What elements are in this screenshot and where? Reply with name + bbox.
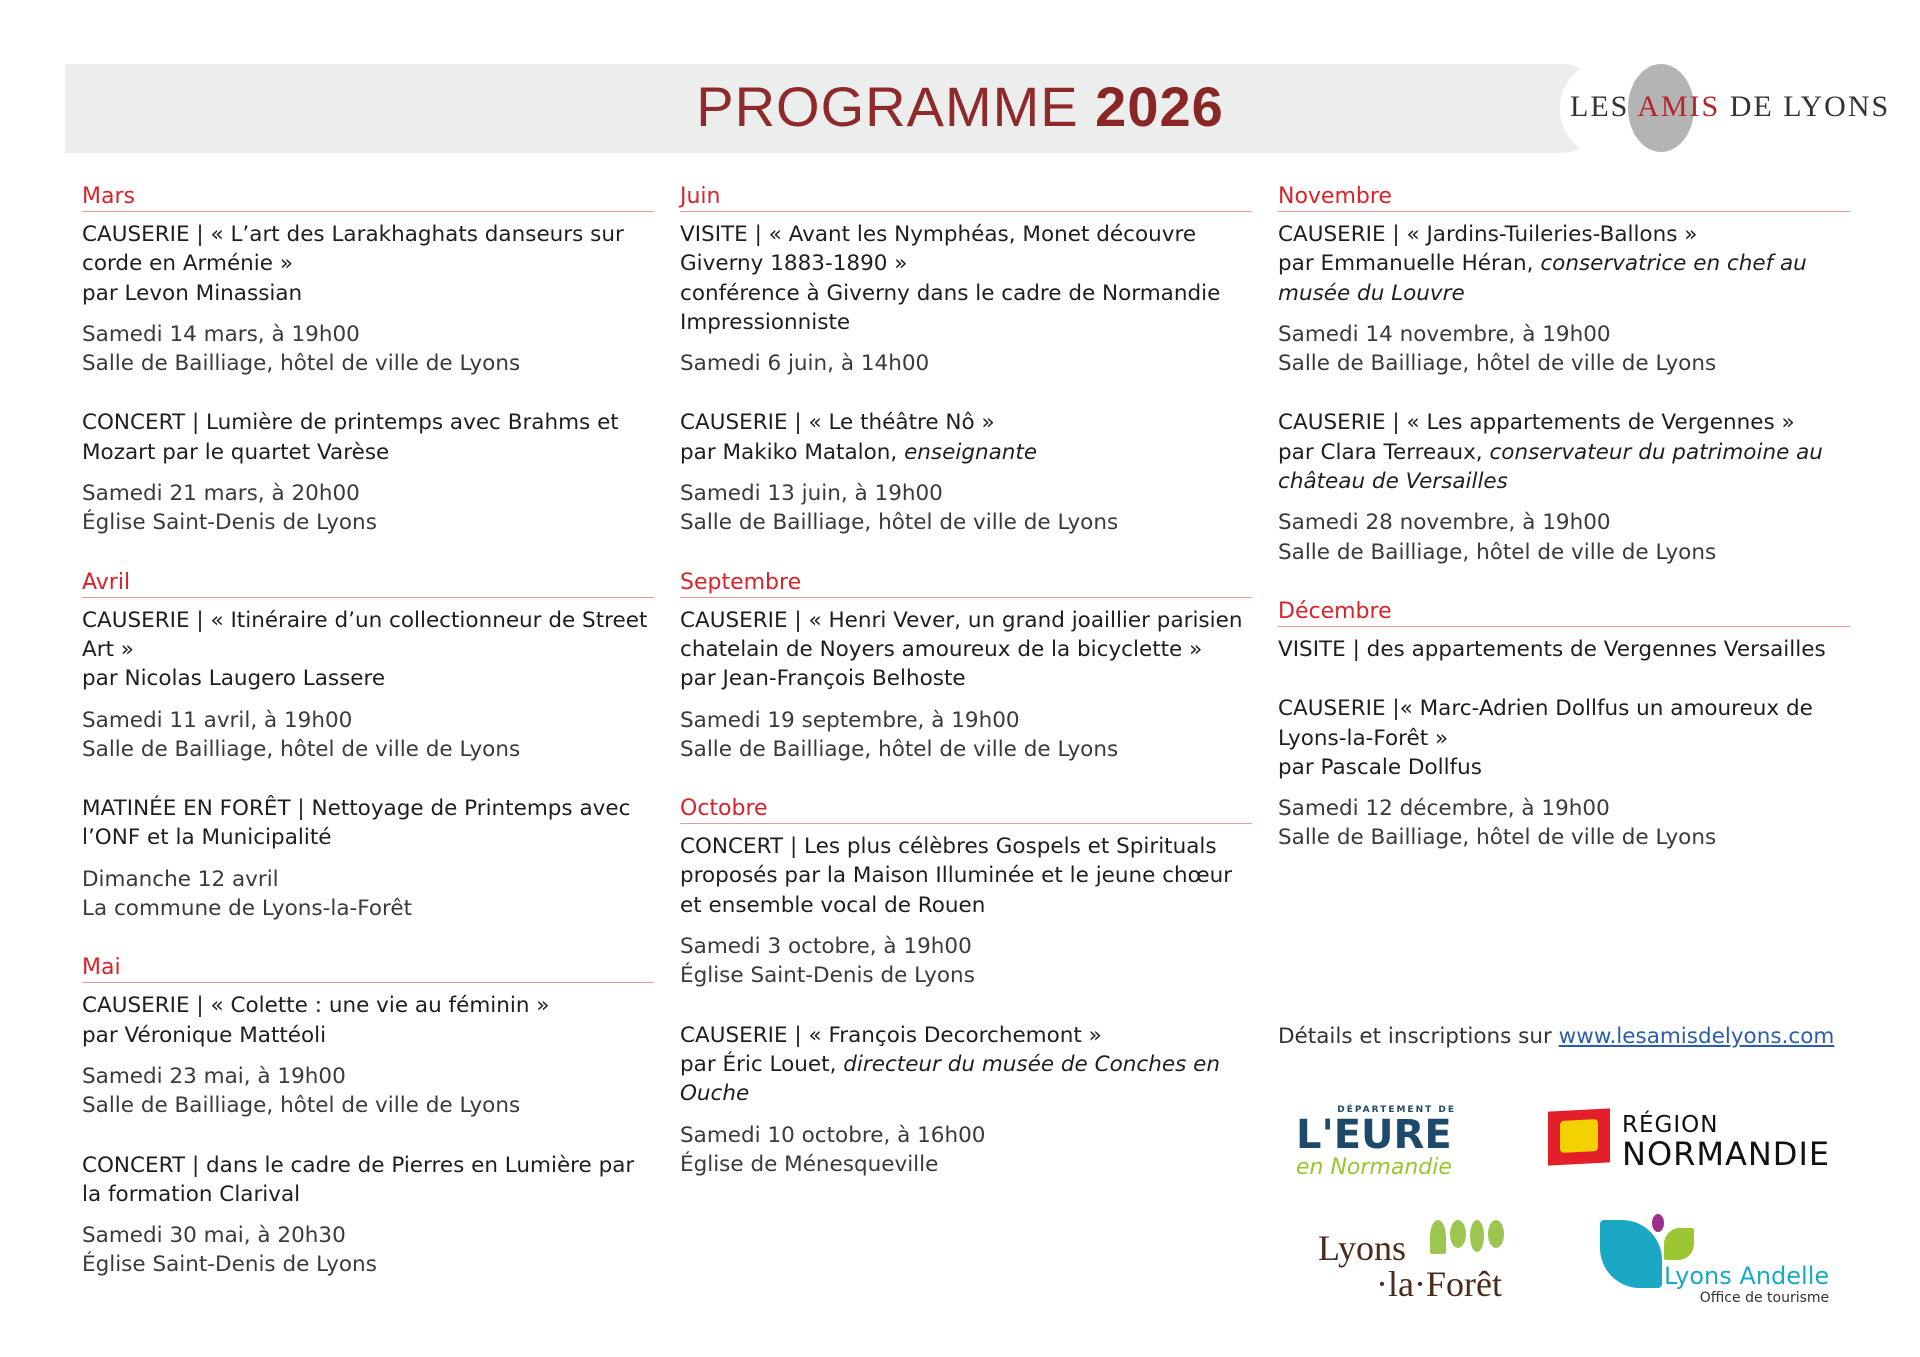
event-item — [82, 606, 654, 764]
trees-icon — [1430, 1220, 1504, 1254]
event-title-text: MATINÉE EN FORÊT | Nettoyage de Printemps avec l’ONF et la Municipalité — [82, 796, 631, 851]
event-date-line: Samedi 10 octobre, à 16h00 — [680, 1122, 986, 1148]
event-date-line: La commune de Lyons-la-Forêt — [82, 896, 413, 922]
normandie-flag-icon — [1548, 1108, 1610, 1165]
event-title-text: CAUSERIE | « Les appartements de Vergennes » — [1278, 410, 1795, 436]
title-word: PROGRAMME — [696, 75, 1079, 138]
event-date-line: Samedi 30 mai, à 20h30 — [82, 1223, 346, 1249]
event-item — [82, 220, 654, 378]
event-date-block — [82, 865, 654, 924]
event-item — [680, 408, 1252, 537]
event-title-line — [680, 1021, 1252, 1050]
normandie-top: RÉGION — [1622, 1112, 1719, 1138]
event-title-text: conférence à Giverny dans le cadre de Normandie Impressionniste — [680, 280, 1221, 335]
event-title-line — [1278, 438, 1850, 497]
event-date-line: Samedi 21 mars, à 20h00 — [82, 481, 360, 507]
event-title-text: VISITE | « Avant les Nymphéas, Monet découvre Giverny 1883-1890 » — [680, 222, 1197, 277]
event-title-line — [82, 279, 654, 308]
column-2 — [680, 182, 1252, 1209]
event-date-block — [680, 349, 1252, 378]
event-item — [680, 220, 1252, 378]
event-date-line: Salle de Bailliage, hôtel de ville de Lyons — [680, 736, 1119, 762]
andelle-b: Office de tourisme — [1699, 1290, 1830, 1306]
event-date-line: Samedi 14 novembre, à 19h00 — [1278, 321, 1611, 347]
event-date-block — [82, 479, 654, 538]
event-item — [82, 1151, 654, 1280]
event-title-text: CAUSERIE | « L’art des Larakhaghats danseurs sur corde en Arménie » — [82, 222, 624, 277]
event-date-line: Église de Ménesqueville — [680, 1151, 939, 1177]
event-date-line: Église Saint-Denis de Lyons — [82, 510, 377, 536]
event-date-block — [82, 1062, 654, 1121]
event-date-block — [1278, 508, 1850, 567]
event-title-text: par Éric Louet, — [680, 1051, 844, 1077]
event-item — [82, 794, 654, 923]
andelle-a: Lyons Andelle — [1664, 1262, 1830, 1290]
event-date-block — [680, 1121, 1252, 1180]
event-title-text: CAUSERIE | « Henri Vever, un grand joaillier parisien chatelain de Noyers amoureux de la bicyclette » — [680, 607, 1243, 662]
andelle-leaf-icon — [1600, 1220, 1662, 1288]
event-date-block — [1278, 320, 1850, 379]
event-title-text: par Levon Minassian — [82, 280, 303, 306]
event-title-line — [1278, 220, 1850, 249]
column-3 — [1278, 182, 1850, 883]
andelle-leaf-green-icon — [1664, 1228, 1694, 1260]
event-date-line: Salle de Bailliage, hôtel de ville de Lyons — [82, 351, 521, 377]
event-date-block — [1278, 794, 1850, 853]
event-date-line: Samedi 3 octobre, à 19h00 — [680, 934, 972, 960]
event-item — [1278, 220, 1850, 378]
event-title-line — [680, 606, 1252, 665]
event-date-line: Samedi 19 septembre, à 19h00 — [680, 707, 1020, 733]
event-speaker-role: directeur du musée de Conches en Ouche — [680, 1051, 1220, 1107]
event-speaker-role: enseignante — [904, 439, 1038, 465]
event-title-text: par Makiko Matalon, — [680, 439, 905, 465]
month-heading: Décembre — [1278, 597, 1850, 627]
details-label: Détails et inscriptions sur — [1278, 1024, 1559, 1049]
event-title-line — [1278, 249, 1850, 308]
event-title-text: par Nicolas Laugero Lassere — [82, 666, 386, 692]
lyons-andelle-logo — [1664, 1262, 1829, 1306]
event-title-text: par Pascale Dollfus — [1278, 754, 1482, 780]
logo-pre: LES — [1570, 90, 1638, 123]
event-title-text: CAUSERIE | « Jardins-Tuileries-Ballons » — [1278, 222, 1698, 247]
month-heading: Septembre — [680, 568, 1252, 598]
event-title-line — [680, 408, 1252, 437]
event-date-line: Samedi 28 novembre, à 19h00 — [1278, 510, 1611, 536]
event-date-line: Samedi 14 mars, à 19h00 — [82, 321, 360, 347]
event-date-block — [680, 706, 1252, 765]
lyons-foret-b: ·la·Forêt — [1376, 1264, 1502, 1304]
event-date-line: Salle de Bailliage, hôtel de ville de Lyons — [1278, 539, 1717, 565]
event-title-line — [680, 438, 1252, 467]
details-line — [1278, 1024, 1834, 1049]
month-heading: Avril — [82, 568, 654, 598]
event-date-line: Salle de Bailliage, hôtel de ville de Lyons — [680, 510, 1119, 536]
title-year: 2026 — [1095, 75, 1224, 138]
event-title-line — [82, 664, 654, 693]
event-date-line: Église Saint-Denis de Lyons — [680, 963, 975, 989]
event-item — [1278, 408, 1850, 566]
event-title-line — [82, 794, 654, 853]
lyons-foret-a: Lyons — [1318, 1228, 1407, 1268]
website-link[interactable]: www.lesamisdelyons.com — [1558, 1024, 1835, 1049]
event-title-line — [680, 220, 1252, 279]
event-title-text: VISITE | des appartements de Vergennes Versailles — [1278, 636, 1826, 662]
lyons-la-foret-logo — [1318, 1230, 1502, 1302]
event-date-line: Samedi 11 avril, à 19h00 — [82, 707, 353, 733]
les-amis-de-lyons-logo — [1570, 90, 1890, 124]
event-title-line — [1278, 408, 1850, 437]
andelle-bud-icon — [1652, 1214, 1664, 1232]
month-heading: Mai — [82, 953, 654, 983]
logo-post: DE LYONS — [1720, 90, 1891, 123]
event-title-text: CONCERT | Lumière de printemps avec Brahms et Mozart par le quartet Varèse — [82, 410, 619, 465]
event-title-text: CAUSERIE |« Marc-Adrien Dollfus un amoureux de Lyons-la-Forêt » — [1278, 696, 1813, 751]
event-date-block — [82, 1221, 654, 1280]
normandie-main: NORMANDIE — [1622, 1135, 1831, 1173]
event-date-line: Salle de Bailliage, hôtel de ville de Lyons — [1278, 825, 1717, 851]
event-date-line: Salle de Bailliage, hôtel de ville de Lyons — [1278, 351, 1717, 377]
event-item — [82, 408, 654, 537]
eure-top: DÉPARTEMENT DE — [1337, 1105, 1456, 1115]
event-date-line: Samedi 23 mai, à 19h00 — [82, 1063, 346, 1089]
event-title-text: CAUSERIE | « Colette : une vie au féminin » — [82, 993, 550, 1019]
event-date-block — [82, 320, 654, 379]
event-title-line — [1278, 635, 1850, 664]
event-title-text: CAUSERIE | « François Decorchemont » — [680, 1022, 1102, 1048]
event-title-text: CONCERT | dans le cadre de Pierres en Lumière par la formation Clarival — [82, 1152, 635, 1207]
event-item — [680, 832, 1252, 990]
event-title-line — [680, 1050, 1252, 1109]
event-item — [1278, 694, 1850, 852]
event-title-line — [1278, 753, 1850, 782]
event-speaker-role: conservateur du patrimoine au château de Versailles — [1278, 439, 1823, 495]
event-date-line: Salle de Bailliage, hôtel de ville de Lyons — [82, 1093, 521, 1119]
event-date-block — [82, 706, 654, 765]
event-title-line — [680, 279, 1252, 338]
event-item — [82, 991, 654, 1120]
region-normandie-logo — [1622, 1112, 1831, 1173]
event-title-line — [680, 832, 1252, 920]
logo-accent: AMIS — [1637, 90, 1721, 123]
event-title-line — [82, 1021, 654, 1050]
event-speaker-role: conservatrice en chef au musée du Louvre — [1278, 251, 1807, 306]
event-date-block — [680, 932, 1252, 991]
event-title-line — [82, 991, 654, 1020]
event-item — [680, 1021, 1252, 1179]
eure-main: L'EURE — [1296, 1112, 1452, 1158]
event-title-text: par Véronique Mattéoli — [82, 1022, 327, 1048]
event-title-text: par Emmanuelle Héran, — [1278, 251, 1541, 277]
event-date-line: Salle de Bailliage, hôtel de ville de Lyons — [82, 736, 521, 762]
event-date-block — [680, 479, 1252, 538]
month-heading: Juin — [680, 182, 1252, 212]
month-heading: Mars — [82, 182, 654, 212]
event-item — [680, 606, 1252, 764]
column-1 — [82, 182, 654, 1310]
eure-sub: en Normandie — [1296, 1155, 1452, 1180]
event-date-line: Samedi 12 décembre, à 19h00 — [1278, 796, 1610, 822]
event-title-line — [82, 606, 654, 665]
event-title-text: CAUSERIE | « Le théâtre Nô » — [680, 410, 995, 436]
event-title-line — [82, 408, 654, 467]
event-date-line: Samedi 13 juin, à 19h00 — [680, 481, 943, 507]
event-title-text: CAUSERIE | « Itinéraire d’un collectionneur de Street Art » — [82, 607, 648, 662]
event-title-line — [82, 1151, 654, 1210]
event-title-text: par Jean-François Belhoste — [680, 666, 966, 692]
event-title-text: par Clara Terreaux, — [1278, 439, 1490, 465]
event-item — [1278, 635, 1850, 664]
event-date-line: Église Saint-Denis de Lyons — [82, 1252, 377, 1278]
month-heading: Novembre — [1278, 182, 1850, 212]
event-date-line: Dimanche 12 avril — [82, 866, 279, 892]
event-title-line — [1278, 694, 1850, 753]
event-date-line: Samedi 6 juin, à 14h00 — [680, 351, 930, 377]
event-title-text: CONCERT | Les plus célèbres Gospels et Spirituals proposés par la Maison Illuminée et le jeune chœur et ensemble vocal de Rouen — [680, 834, 1233, 918]
event-title-line — [82, 220, 654, 279]
eure-logo — [1296, 1105, 1456, 1180]
event-title-line — [680, 664, 1252, 693]
month-heading: Octobre — [680, 794, 1252, 824]
